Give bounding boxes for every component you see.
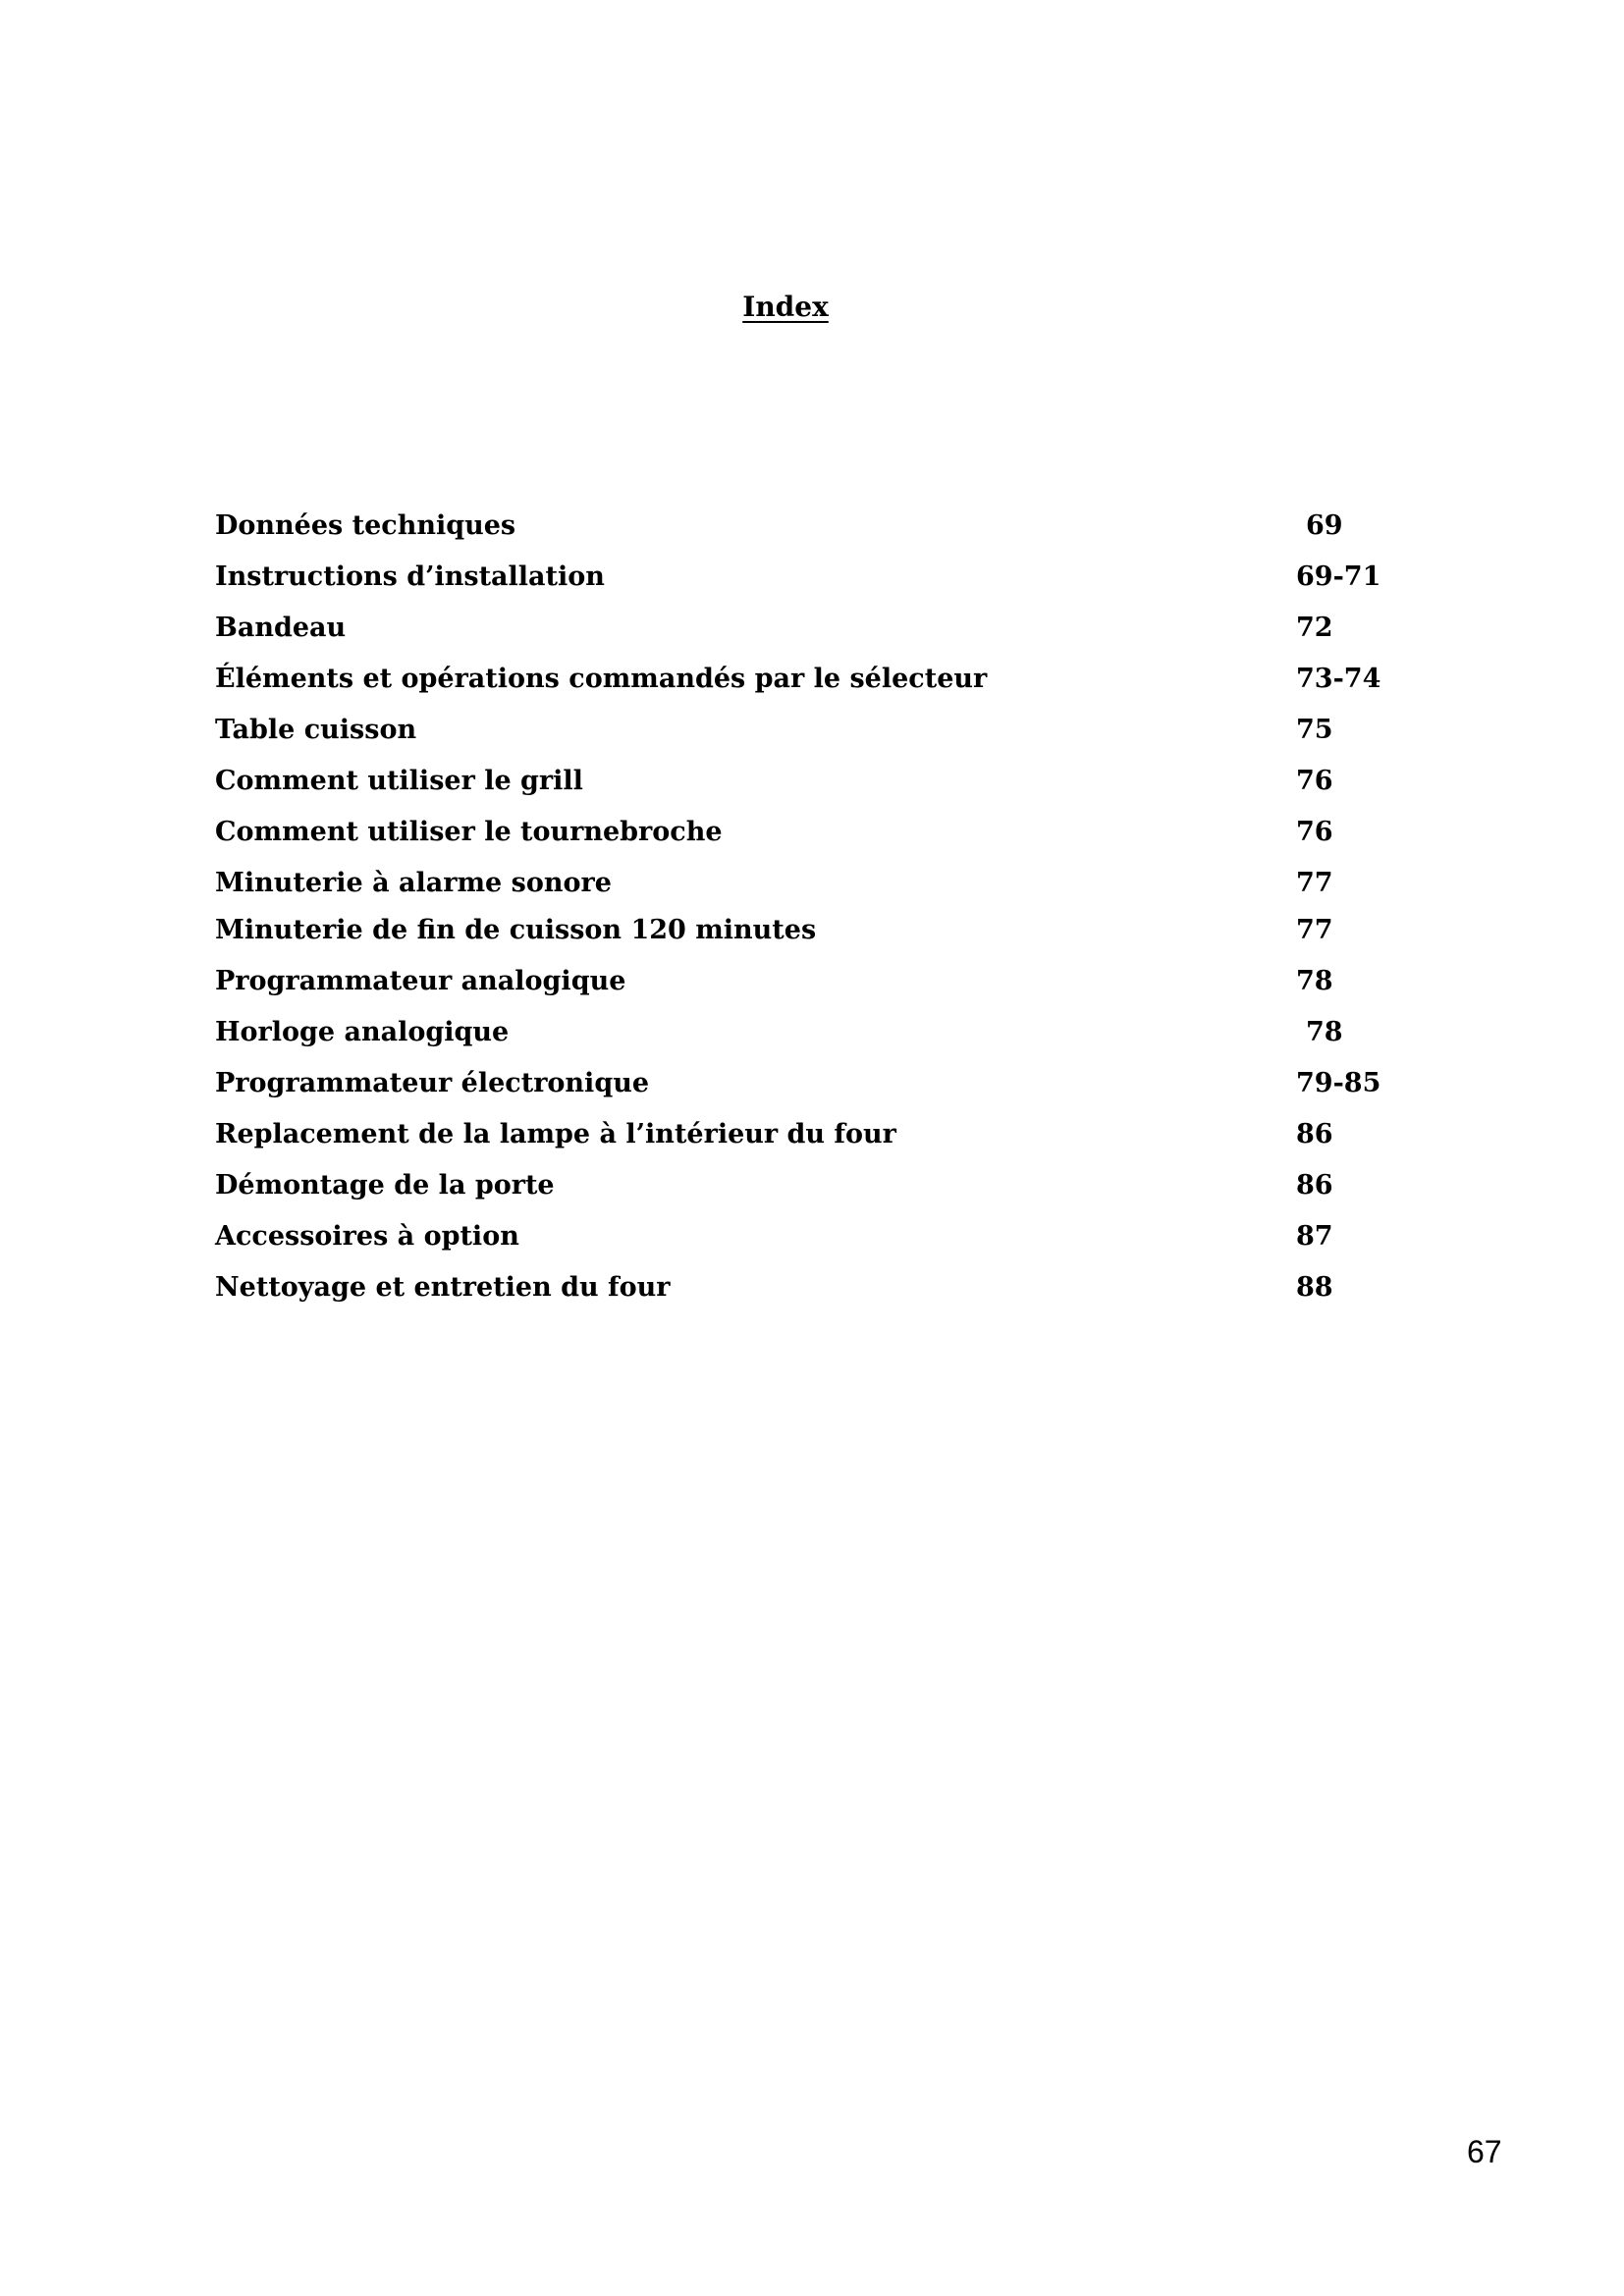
toc-entry: [215, 1213, 1393, 1264]
toc-entry-label: Accessoires à option: [215, 1221, 519, 1252]
toc-entry: [215, 1009, 1393, 1060]
toc-entry: [215, 860, 1393, 907]
toc-entry-label: Comment utiliser le tournebroche: [215, 817, 723, 847]
toc-entry: [215, 1060, 1393, 1111]
toc-entry: [215, 758, 1393, 809]
toc-entry-page: 86: [1296, 1119, 1333, 1149]
toc-entry-page: 76: [1296, 766, 1333, 796]
toc-entry-label: Comment utiliser le grill: [215, 766, 583, 796]
toc-entry-page: 73-74: [1296, 664, 1381, 694]
toc-entry-page: 87: [1296, 1221, 1333, 1252]
toc-entry-label: Minuterie de fin de cuisson 120 minutes: [215, 915, 817, 945]
toc-entry-page: 77: [1296, 868, 1333, 898]
toc-entry-label: Données techniques: [215, 510, 516, 541]
toc-entry-page: 75: [1296, 715, 1333, 745]
page-number: 67: [1467, 2134, 1502, 2169]
toc-entry-page: 77: [1296, 915, 1333, 945]
toc-entry: [215, 707, 1393, 758]
toc-entry-page: 78: [1306, 1017, 1343, 1047]
toc-entry-page: 86: [1296, 1170, 1333, 1201]
toc-entry-label: Horloge analogique: [215, 1017, 510, 1047]
toc-entry-label: Replacement de la lampe à l’intérieur du four: [215, 1119, 896, 1149]
toc-entry: [215, 1162, 1393, 1213]
toc-entry-label: Éléments et opérations commandés par le sélecteur: [215, 664, 988, 694]
toc-entry-label: Nettoyage et entretien du four: [215, 1272, 671, 1303]
toc-entry-label: Démontage de la porte: [215, 1170, 555, 1201]
toc-entry-page: 72: [1296, 613, 1333, 643]
page-title: Index: [742, 291, 829, 323]
toc-entry-label: Minuterie à alarme sonore: [215, 868, 612, 898]
toc-entry-page: 69: [1306, 510, 1343, 541]
toc-entry: [215, 1111, 1393, 1162]
toc-entry-page: 69-71: [1296, 561, 1381, 592]
toc-entry: [215, 554, 1393, 605]
toc-entry-label: Programmateur analogique: [215, 966, 626, 996]
toc-entry-label: Table cuisson: [215, 715, 417, 745]
toc-entry-page: 76: [1296, 817, 1333, 847]
toc-entry-label: Programmateur électronique: [215, 1068, 650, 1098]
toc-entry: [215, 1264, 1393, 1315]
toc-entry: [215, 503, 1393, 554]
toc-entry: [215, 605, 1393, 656]
toc-entry-page: 78: [1296, 966, 1333, 996]
toc-entry-page: 88: [1296, 1272, 1333, 1303]
toc-entry: [215, 809, 1393, 860]
toc-entry-page: 79-85: [1296, 1068, 1381, 1098]
toc-entry: [215, 907, 1393, 958]
toc-entry: [215, 656, 1393, 707]
toc-entry: [215, 958, 1393, 1009]
toc-entry-label: Bandeau: [215, 613, 347, 643]
table-of-contents: [215, 503, 1393, 1315]
toc-entry-label: Instructions d’installation: [215, 561, 605, 592]
